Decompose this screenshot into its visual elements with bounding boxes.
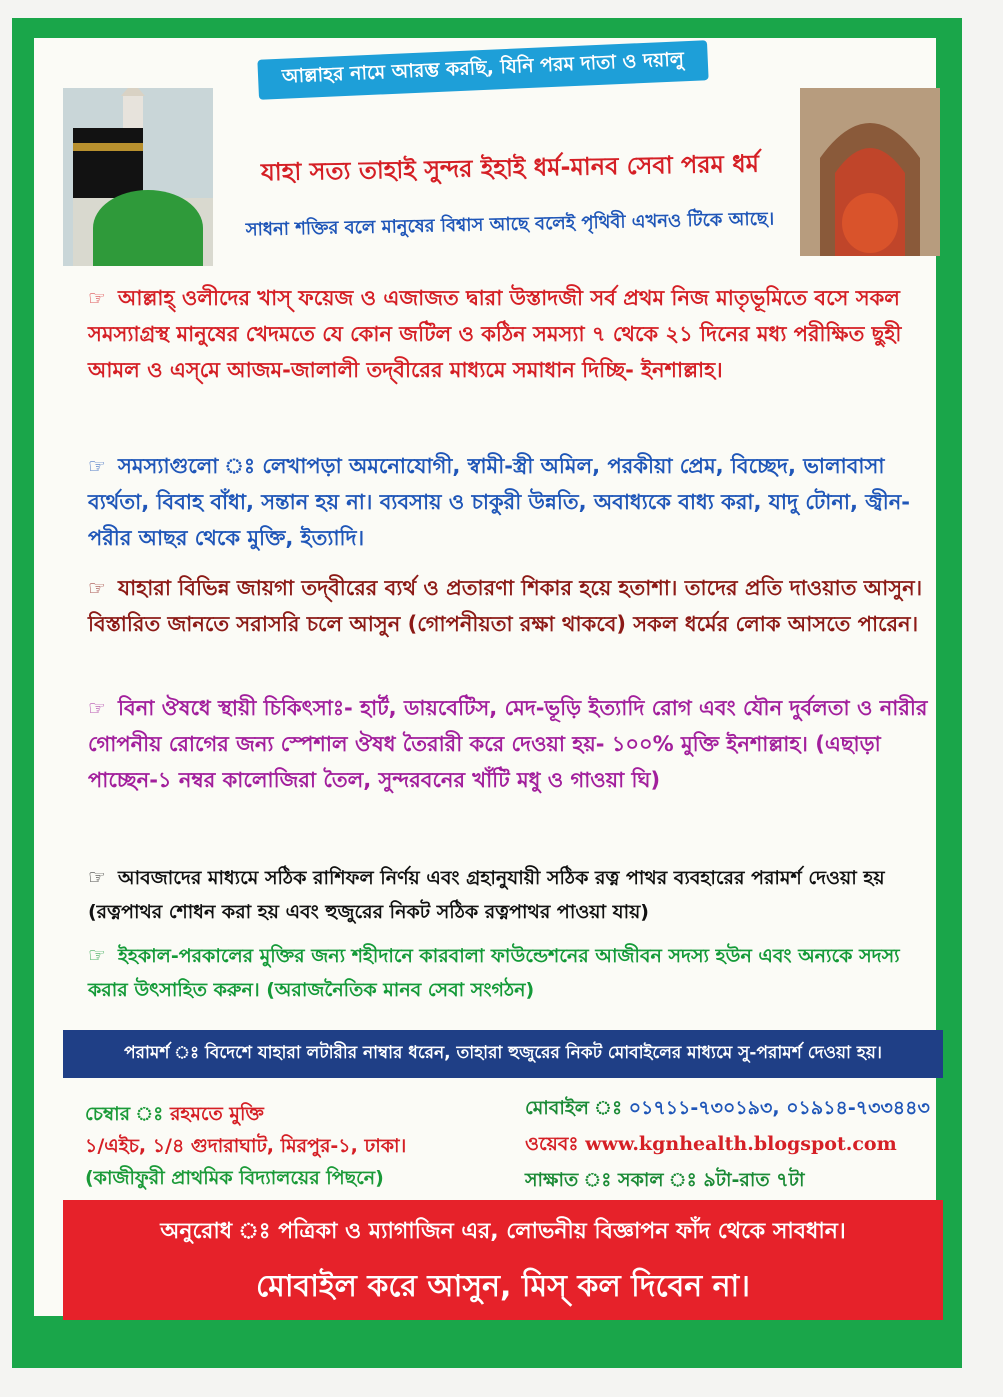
paragraph-services: ☞ আল্লাহ্ ওলীদের খাস্ ফয়েজ ও এজাজত দ্বারা উস্তাদজী সর্ব প্রথম নিজ মাতৃভূমিতে বসে সকল সমস্যাগ্রস্থ মানুষের খেদমতে যে কোন জটিল ও কঠিন সমস্যা ৭ থেকে ২১ দিনের মধ্য পরীক্ষিত ছুহী আমল ও এস্‌মে আজম-জালালী তদ্‌বীরের মাধ্যমে সমাধান দিচ্ছি- ইনশাল্লাহ। — [88, 280, 938, 388]
footer-request: অনুরোধ ঃ পত্রিকা ও ম্যাগাজিন এর, লোভনীয় বিজ্ঞাপন ফাঁদ থেকে সাবধান। — [160, 1219, 846, 1244]
hours-line — [525, 1162, 945, 1198]
paragraph-membership: ☞ ইহকাল-পরকালের মুক্তির জন্য শহীদানে কারবালা ফাউন্ডেশনের আজীবন সদস্য হউন এবং অন্যকে সদস্য করার উৎসাহিত করুন। (অরাজনৈতিক মানব সেবা সংগঠন) — [88, 938, 938, 1007]
chamber-name: রহমতে মুক্তি — [169, 1103, 264, 1125]
chamber-info — [85, 1098, 515, 1194]
website-link[interactable]: www.kgnhealth.blogspot.com — [585, 1133, 897, 1155]
contact-info — [525, 1090, 945, 1198]
address: ১/এইচ, ১/৪ গুদারাঘাট, মিরপুর-১, ঢাকা। — [85, 1135, 407, 1157]
advice-bar: পরামর্শ ঃ বিদেশে যাহারা লটারীর নাম্বার ধরেন, তাহারা হুজুরের নিকট মোবাইলের মাধ্যমে সু-পরামর্শ দেওয়া হয়। — [63, 1030, 943, 1078]
chamber-label: চেম্বার ঃ — [85, 1103, 164, 1125]
header-banner: আল্লাহর নামে আরম্ভ করছি, যিনি পরম দাতা ও দয়ালু — [257, 40, 708, 100]
pointing-hand-icon: ☞ — [88, 286, 106, 310]
kaaba-mosque-image — [63, 88, 213, 266]
paragraph-invitation: ☞ যাহারা বিভিন্ন জায়গা তদ্‌বীরের ব্যর্থ ও প্রতারণা শিকার হয়ে হতাশা। তাদের প্রতি দাওয়াত আসুন। বিস্তারিত জানতে সরাসরি চলে আসুন (গোপনীয়তা রক্ষা থাকবে) সকল ধর্মের লোক আসতে পারেন। — [88, 570, 938, 642]
footer-call-note: মোবাইল করে আসুন, মিস্ কল দিবেন না। — [256, 1269, 750, 1304]
pointing-hand-icon: ☞ — [88, 576, 106, 600]
pointing-hand-icon: ☞ — [88, 865, 106, 889]
web-label: ওয়েবঃ — [525, 1133, 579, 1155]
shrine-image — [800, 88, 940, 256]
subheadline: সাধনা শক্তির বলে মানুষের বিশ্বাস আছে বলেই পৃথিবী এখনও টিকে আছে। — [245, 208, 775, 241]
paragraph-problems: ☞ সমস্যাগুলো ঃ লেখাপড়া অমনোযোগী, স্বামী-স্ত্রী অমিল, পরকীয়া প্রেম, বিচ্ছেদ, ভালাবাসা ব্যর্থতা, বিবাহ বাঁধা, সন্তান হয় না। ব্যবসায় ও চাকুরী উন্নতি, অবাধ্যকে বাধ্য করা, যাদু টোনা, জ্বীন-পরীর আছর থেকে মুক্তি, ইত্যাদি। — [88, 448, 938, 556]
paragraph-treatment: ☞ বিনা ঔষধে স্থায়ী চিকিৎসাঃ- হার্ট, ডায়বেটিস, মেদ-ভূড়ি ইত্যাদি রোগ এবং যৌন দুর্বলতা ও নারীর গোপনীয় রোগের জন্য স্পেশাল ঔষধ তৈরারী করে দেওয়া হয়- ১০০% মুক্তি ইনশাল্লাহ। (এছাড়া পাচ্ছেন-১ নম্বর কালোজিরা তৈল, সুন্দরবনের খাঁটি মধু ও গাওয়া ঘি) — [88, 690, 938, 798]
mobile-numbers[interactable]: ০১৭১১-৭৩০১৯৩, ০১৯১৪-৭৩৩৪৪৩ — [628, 1097, 930, 1119]
pointing-hand-icon: ☞ — [88, 454, 106, 478]
headline: যাহা সত্য তাহাই সুন্দর ইহাই ধর্ম-মানব সেবা পরম ধর্ম — [260, 149, 760, 187]
mobile-label: মোবাইল ঃ — [525, 1097, 623, 1119]
web-line — [525, 1126, 945, 1162]
landmark: (কাজীফুরী প্রাথমিক বিদ্যালয়ের পিছনে) — [85, 1167, 384, 1189]
pointing-hand-icon: ☞ — [88, 943, 106, 967]
footer-warning-bar — [63, 1200, 943, 1320]
hours-label: সাক্ষাত ঃ — [525, 1169, 612, 1191]
hours-value: সকাল ঃ ৯টা-রাত ৭টা — [618, 1169, 805, 1191]
chamber-line — [85, 1098, 515, 1130]
pointing-hand-icon: ☞ — [88, 696, 106, 720]
paragraph-gemstone: ☞ আবজাদের মাধ্যমে সঠিক রাশিফল নির্ণয় এবং গ্রহানুযায়ী সঠিক রত্ন পাথর ব্যবহারের পরামর্শ দেওয়া হয় (রত্নপাথর শোধন করা হয় এবং হুজুরের নিকট সঠিক রত্নপাথর পাওয়া যায়) — [88, 860, 938, 929]
mobile-line — [525, 1090, 945, 1126]
